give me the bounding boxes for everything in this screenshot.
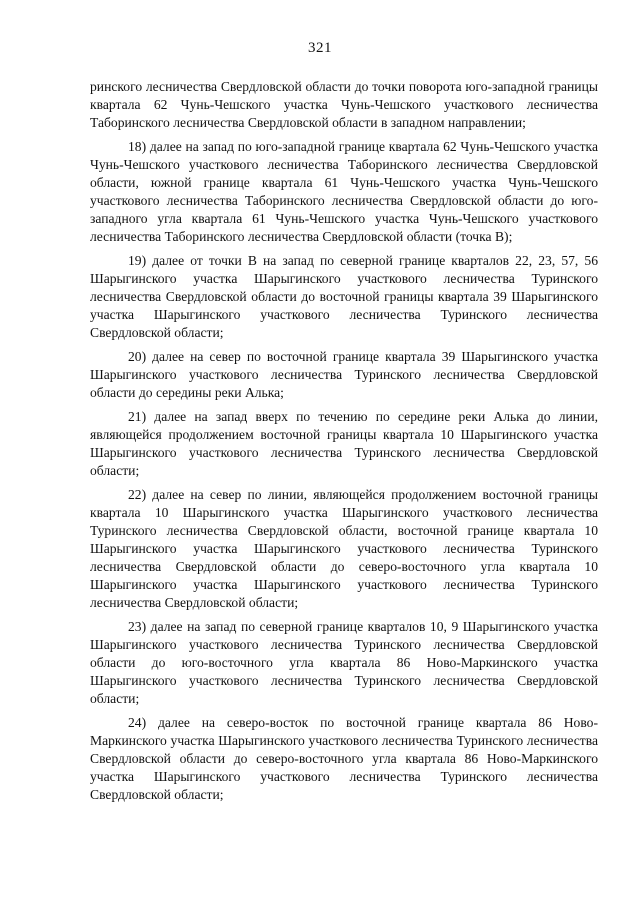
document-body — [90, 78, 598, 810]
paragraph-item-18: 18) далее на запад по юго-западной границе квартала 62 Чунь-Чешского участка Чунь-Чешского участкового лесничества Таборинского лесничества Свердловской области, южной границе квартала 61 Чунь-Чешского участка Чунь-Чешского участкового лесничества Таборинского лесничества Свердловской области до юго-западного угла квартала 61 Чунь-Чешского участка Чунь-Чешского участкового лесничества Таборинского лесничества Свердловской области (точка В); — [90, 139, 598, 244]
paragraph-item-23: 23) далее на запад по северной границе кварталов 10, 9 Шарыгинского участка Шарыгинского участкового лесничества Туринского лесничества Свердловской области до юго-восточного угла квартала 86 Ново-Маркинского участка Шарыгинского участкового лесничества Туринского лесничества Свердловской области; — [90, 619, 598, 706]
page-number: 321 — [308, 40, 332, 56]
paragraph-item-20: 20) далее на север по восточной границе квартала 39 Шарыгинского участка Шарыгинского участкового лесничества Туринского лесничества Свердловской области до середины реки Алька; — [90, 349, 598, 400]
paragraph-item-19: 19) далее от точки В на запад по северной границе кварталов 22, 23, 57, 56 Шарыгинского участка Шарыгинского участкового лесничества Туринского лесничества Свердловской области до восточной границы квартала 39 Шарыгинского участка Шарыгинского участкового лесничества Туринского лесничества Свердловской области; — [90, 253, 598, 340]
paragraph-item-21: 21) далее на запад вверх по течению по середине реки Алька до линии, являющейся продолжением восточной границы квартала 10 Шарыгинского участка Шарыгинского участкового лесничества Туринского лесничества Свердловской области; — [90, 409, 598, 478]
paragraph-continuation: ринского лесничества Свердловской области до точки поворота юго-западной границы квартала 62 Чунь-Чешского участка Чунь-Чешского участкового лесничества Таборинского лесничества Свердловской области в западном направлении; — [90, 79, 598, 130]
paragraph-item-22: 22) далее на север по линии, являющейся продолжением восточной границы квартала 10 Шарыгинского участка Шарыгинского участкового лесничества Туринского лесничества Свердловской области, восточной границе квартала 10 Шарыгинского участка Шарыгинского участкового лесничества Туринского лесничества Свердловской области до северо-восточного угла квартала 10 Шарыгинского участка Шарыгинского участкового лесничества Туринского лесничества Свердловской области; — [90, 487, 598, 610]
paragraph-item-24: 24) далее на северо-восток по восточной границе квартала 86 Ново-Маркинского участка Шарыгинского участкового лесничества Туринского лесничества Свердловской области до северо-восточного угла квартала 86 Ново-Маркинского участка Шарыгинского участкового лесничества Туринского лесничества Свердловской области; — [90, 715, 598, 802]
